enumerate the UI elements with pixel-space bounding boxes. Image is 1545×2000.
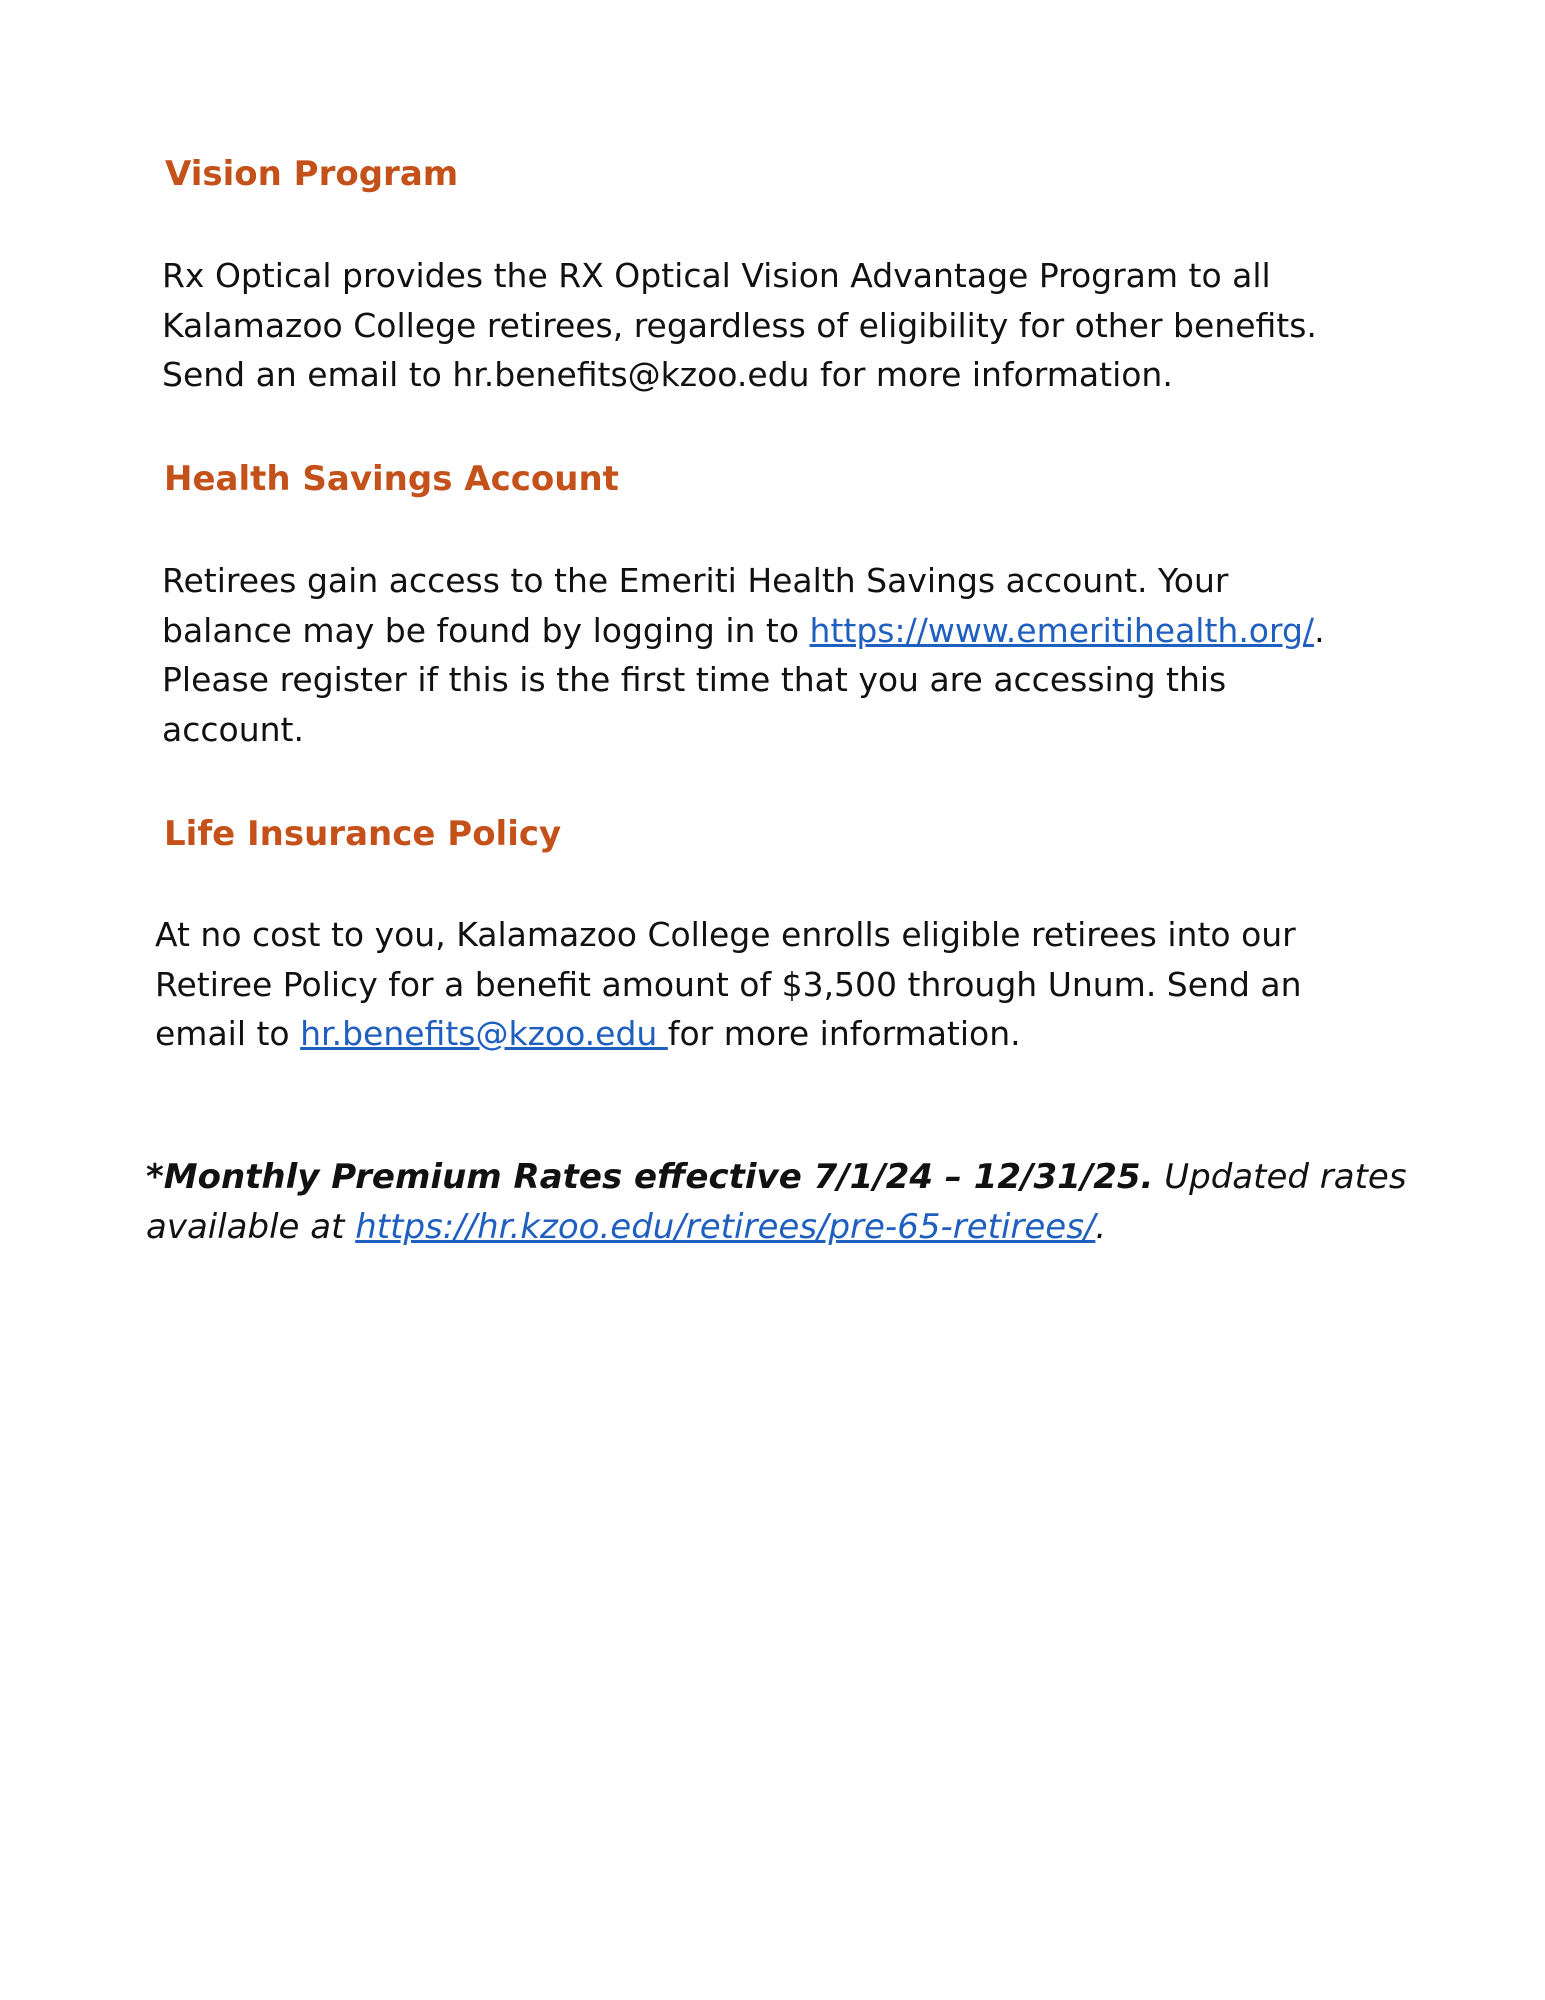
- hsa-line-2-suffix: .: [1314, 610, 1325, 650]
- hr-benefits-email-link[interactable]: hr.benefits@kzoo.edu: [300, 1014, 668, 1053]
- hsa-line-1: Retirees gain access to the Emeriti Health Savings account. Your: [162, 561, 1229, 600]
- life-line-3: [155, 1009, 1302, 1059]
- life-insurance-policy-heading: Life Insurance Policy: [164, 814, 562, 854]
- vision-program-text: [162, 251, 1317, 400]
- note-line-2-suffix: .: [1095, 1206, 1107, 1247]
- life-insurance-policy-text: [155, 910, 1302, 1059]
- health-savings-account-text: [162, 556, 1325, 754]
- vision-line-1: Rx Optical provides the RX Optical Vision Advantage Program to all: [162, 256, 1271, 295]
- life-line-2: Retiree Policy for a benefit amount of $3,500 through Unum. Send an: [155, 964, 1302, 1004]
- vision-line-3: Send an email to hr.benefits@kzoo.edu for more information.: [162, 355, 1173, 394]
- hsa-line-3: Please register if this is the first time that you are accessing this: [162, 660, 1227, 699]
- hsa-line-4: account.: [162, 709, 304, 749]
- hsa-line-2: [162, 606, 1325, 656]
- pre-65-retirees-link[interactable]: https://hr.kzoo.edu/retirees/pre-65-retirees/: [355, 1206, 1096, 1247]
- health-savings-account-heading: Health Savings Account: [164, 459, 619, 499]
- note-line-2-prefix: available at: [146, 1206, 356, 1247]
- hsa-line-2-prefix: balance may be found by logging in to: [162, 610, 810, 650]
- vision-program-heading: Vision Program: [165, 154, 459, 194]
- life-line-3-prefix: email to: [155, 1014, 301, 1053]
- life-line-1: At no cost to you, Kalamazoo College enrolls eligible retirees into our: [155, 915, 1296, 954]
- emeriti-health-link[interactable]: https://www.emeritihealth.org/: [809, 610, 1315, 650]
- premium-rates-note: [146, 1153, 1407, 1252]
- life-line-3-suffix: for more information.: [667, 1014, 1021, 1053]
- note-line-1: [146, 1153, 1407, 1203]
- note-rest-text: Updated rates: [1153, 1157, 1407, 1197]
- note-bold-text: *Monthly Premium Rates effective 7/1/24 – 12/31/25.: [146, 1157, 1154, 1197]
- note-line-2: [146, 1203, 1407, 1253]
- vision-line-2: Kalamazoo College retirees, regardless of eligibility for other benefits.: [162, 305, 1317, 345]
